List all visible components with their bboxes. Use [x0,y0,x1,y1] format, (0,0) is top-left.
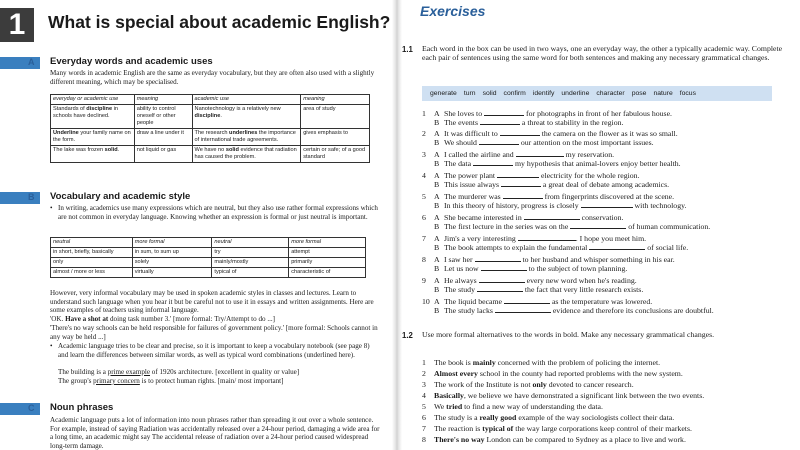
table-cell: primarily [289,258,366,268]
exercise-item: 8 A I saw her to her husband and whisper something in his ear. [422,255,675,264]
exercise-item: 4 A The power plant electricity for the whole region. [422,171,640,180]
word-box-item: solid [482,90,497,97]
section-a-heading: Everyday words and academic uses [50,56,213,67]
formal-sentence: 3 The work of the Institute is not only devoted to cancer research. [422,380,634,389]
answer-blank[interactable] [495,306,551,313]
formal-sentence: 4 Basically, we believe we have demonstrated a significant link between the two events. [422,391,705,400]
academic-uses-table [50,94,370,163]
answer-blank[interactable] [524,213,580,220]
section-b-heading: Vocabulary and academic style [50,191,191,202]
formal-sentence: 5 We tried to find a new way of understanding the data. [422,402,603,411]
table-row [51,105,370,129]
table-header: neutral [212,238,289,248]
exercise-item: B This issue always a great deal of debate among academics. [434,180,670,189]
section-b-quote-1: 'OK. Have a shot at doing task number 3.' [more formal: Try/Attempt to do ...] [50,315,276,323]
exercise-item: 5 A The murderer was from fingerprints discovered at the scene. [422,192,675,201]
section-b-para: However, very informal vocabulary may be used in spoken academic styles in classes and lectures. Learn to understand such language when you hear it but be careful not to use it in essays and written assignments. Here are some examples of teachers using informal language. [50,289,374,315]
word-box-item: pose [631,90,647,97]
exercise-item: 2 A It was difficult to the camera on the flower as it was so small. [422,129,678,138]
word-box-item: turn [463,90,476,97]
table-header: more formal [289,238,366,248]
answer-blank[interactable] [581,201,633,208]
exercise-item: B The events a threat to stability in the region. [434,118,624,127]
table-row [51,268,366,278]
answer-blank[interactable] [570,222,626,229]
answer-blank[interactable] [480,118,520,125]
section-b-bullet-2: • Academic language tries to be clear and precise, so it is important to keep a vocabulary notebook (see page 8) and learn the differences between similar words, as well as typical word combinations (underlined here). [50,342,380,359]
formal-sentence: 6 The study is a really good example of the way sociologists collect their data. [422,413,675,422]
answer-blank[interactable] [518,234,576,241]
unit-number: 1 [8,8,26,41]
section-c-letter: C [28,403,35,413]
word-box-item: confirm [503,90,526,97]
book-gutter [392,0,402,450]
table-cell: solely [132,258,212,268]
answer-blank[interactable] [475,255,521,262]
exercise-item: B We should our attention on the most important issues. [434,138,654,147]
exercise-item: B Let us now to the subject of town planning. [434,264,628,273]
answer-blank[interactable] [484,109,524,116]
exercise-item: B The study the fact that very little research exists. [434,285,644,294]
table-cell: gives emphasis to [301,129,370,146]
word-box-item: character [596,90,625,97]
answer-blank[interactable] [497,171,539,178]
formal-sentence: 1 The book is mainly concerned with the problem of policing the internet. [422,358,661,367]
formal-sentence: 2 Almost every school in the county had reported problems with the new system. [422,369,683,378]
table-header: academic use [192,95,301,105]
table-cell: typical of [212,268,289,278]
formality-table [50,237,366,278]
table-cell: Standards of discipline in schools have declined. [51,105,135,129]
formal-sentence: 8 There's no way London can be compared to Sydney as a place to live and work. [422,435,686,444]
exercise-item: B The data my hypothesis that animal-lovers enjoy better health. [434,159,681,168]
table-header: more formal [132,238,212,248]
table-cell: characteristic of [289,268,366,278]
answer-blank[interactable] [473,159,513,166]
table-cell: area of study [301,105,370,129]
unit-title: What is special about academic English? [48,12,391,32]
section-a-intro: Many words in academic English are the same as everyday vocabulary, but they are often also used with a slightly different meaning, which may be specialised. [50,69,375,86]
task-2-number: 1.2 [402,331,413,340]
answer-blank[interactable] [481,264,527,271]
left-page [0,0,392,450]
exercise-item: B The study lacks evidence and therefore its conclusions are doubtful. [434,306,714,315]
section-c-heading: Noun phrases [50,402,114,413]
answer-blank[interactable] [501,180,541,187]
exercise-item: 10 A The liquid became as the temperature was lowered. [422,297,653,306]
word-box-item: focus [679,90,696,97]
exercise-item: 9 A He always every new word when he's reading. [422,276,637,285]
table-cell: The research underlines the importance of international trade agreements. [192,129,301,146]
table-cell: Nanotechnology is a relatively new discipline. [192,105,301,129]
section-b-example-1: The building is a prime example of 1920s architecture. [excellent in quality or value] [58,368,300,376]
table-cell: ability to control oneself or other people [134,105,192,129]
section-b-quote-2: 'There's no way schools can be held responsible for failures of government policy.' [more formal: Schools cannot in any way be held ...] [50,324,378,341]
word-box-item: underline [561,90,590,97]
table-cell: attempt [289,248,366,258]
section-c-para: Academic language puts a lot of information into noun phrases rather than spreading it out over a whole sentence. For example, instead of saying Radiation was accidentally released over a 24-hour period, damaging a wide area for a long time, an academic might say The accidental release of radiation over a 24-hour period caused widespread long-term damage. [50,416,380,450]
answer-blank[interactable] [477,285,523,292]
task-1-number: 1.1 [402,45,413,54]
table-cell: only [51,258,133,268]
exercise-item: 1 A She loves to for photographs in front of her fabulous house. [422,109,672,118]
table-cell: almost / more or less [51,268,133,278]
exercise-item: B In this theory of history, progress is closely with technology. [434,201,687,210]
word-box-item: nature [653,90,673,97]
exercise-item: 6 A She became interested in conservation. [422,213,624,222]
section-b-bullet-1: • In writing, academics use many expressions which are neutral, but they also use rather formal expressions which are not common in everyday language. Knowing whether an expression is formal or just neutral is important. [50,204,380,221]
table-row [51,248,366,258]
task-1-instructions: Each word in the box can be used in two ways, one an everyday way, the other a typically academic way. Complete each pair of sentences using the same word for both sentences and making any necessary grammatical changes. [422,44,783,63]
table-cell: in short, briefly, basically [51,248,133,258]
table-cell: mainly/mostly [212,258,289,268]
unit-number-badge [0,8,34,42]
table-header-row [51,95,370,105]
answer-blank[interactable] [589,243,645,250]
table-cell: We have no solid evidence that radiation has caused the problem. [192,146,301,163]
table-cell: certain or safe; of a good standard [301,146,370,163]
table-header: meaning [134,95,192,105]
table-header: meaning [301,95,370,105]
exercise-item: B The book attempts to explain the fundamental of social life. [434,243,689,252]
table-cell: in sum, to sum up [132,248,212,258]
answer-blank[interactable] [503,192,543,199]
exercises-title: Exercises [420,3,486,19]
table-row [51,258,366,268]
answer-blank[interactable] [516,150,564,157]
word-box-item: generate [430,90,457,97]
answer-blank[interactable] [479,276,525,283]
table-cell: Underline your family name on the form. [51,129,135,146]
table-row [51,146,370,163]
formal-sentence: 7 The reaction is typical of the way large corporations keep control of their markets. [422,424,692,433]
table-row [51,129,370,146]
section-a-letter: A [28,57,35,67]
section-b-letter: B [28,192,35,202]
task-2-instructions: Use more formal alternatives to the words in bold. Make any necessary grammatical changes. [422,330,715,339]
table-header: everyday or academic use [51,95,135,105]
section-b-example-2: The group's primary concern is to protect human rights. [main/ most important] [58,377,284,385]
exercise-item: 7 A Jim's a very interesting . I hope you meet him. [422,234,647,243]
answer-blank[interactable] [500,129,540,136]
table-cell: try [212,248,289,258]
table-cell: draw a line under it [134,129,192,146]
table-cell: The lake was frozen solid. [51,146,135,163]
word-box-item: identify [532,90,555,97]
exercise-item: B The first lecture in the series was on the of human communication. [434,222,711,231]
table-cell: not liquid or gas [134,146,192,163]
table-header: neutral [51,238,133,248]
answer-blank[interactable] [479,138,519,145]
exercise-item: 3 A I called the airline and my reservation. [422,150,615,159]
table-cell: virtually [132,268,212,278]
answer-blank[interactable] [504,297,550,304]
word-box [422,86,772,101]
table-header-row [51,238,366,248]
right-page [402,0,800,450]
